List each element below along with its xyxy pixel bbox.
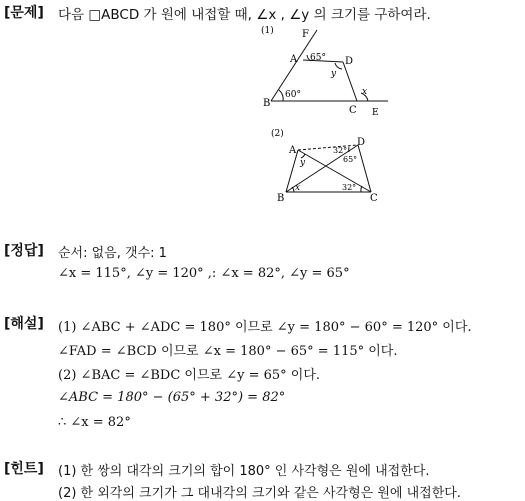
explanation-line-4: ∠ABC = 180° − (65° + 32°) = 82°: [58, 390, 285, 405]
diagonal-ac: [298, 150, 371, 192]
explanation-line-1: (1) ∠ABC + ∠ADC = 180° 이므로 ∠y = 180° − 60° = 120° 이다.: [58, 316, 472, 335]
figure-2: [265, 125, 385, 205]
segment-dc: [343, 62, 357, 101]
point-e: E: [372, 108, 379, 118]
angle-label-65: 65°: [310, 53, 326, 63]
point-a: A: [288, 145, 297, 156]
answer-count-line: 순서: 없음, 갯수: 1: [58, 242, 167, 261]
angle-label-60: 60°: [285, 90, 301, 100]
hint-label: [힌트]: [4, 458, 44, 478]
angle-arc-b: [292, 187, 294, 192]
segment-dc: [358, 145, 371, 192]
hint-line-2: (2) 한 외각의 크기가 그 대내각의 크기와 같은 사각형은 원에 내접한다.: [58, 482, 461, 501]
point-b: B: [263, 98, 270, 109]
point-c: C: [370, 193, 378, 204]
angle-label-32-bottom: 32°: [342, 183, 356, 192]
point-d: D: [345, 56, 353, 67]
angle-label-y: y: [330, 69, 337, 79]
angle-label-x: x: [295, 183, 300, 193]
problem-statement: 다음 □ABCD 가 원에 내접할 때, ∠x , ∠y 의 크기를 구하여라.: [58, 3, 431, 23]
figure-2-tag: (2): [271, 128, 284, 139]
problem-label: [문제]: [4, 2, 44, 22]
angle-label-65: 65°: [343, 155, 357, 164]
angle-arc-c: [361, 186, 362, 192]
explanation-label: [해설]: [4, 313, 44, 333]
angle-label-x: x: [362, 87, 367, 97]
point-f: F: [302, 29, 309, 40]
figure-1: [255, 22, 395, 120]
angle-label-y: y: [299, 158, 306, 168]
angle-arc-b: [279, 90, 283, 101]
answer-values-line: ∠x = 115°, ∠y = 120° ,: ∠x = 82°, ∠y = 65°: [58, 266, 350, 281]
figure-1-tag: (1): [261, 25, 274, 36]
hint-line-1: (1) 한 쌍의 대각의 크기의 합이 180° 인 사각형은 원에 내접한다.: [58, 460, 429, 479]
point-c: C: [349, 105, 357, 116]
point-b: B: [277, 193, 284, 204]
answer-label: [정답]: [4, 240, 44, 260]
explanation-line-5: ∴ ∠x = 82°: [58, 415, 131, 430]
point-a: A: [289, 54, 298, 65]
angle-label-32-top: 32°: [333, 146, 347, 155]
explanation-line-2: ∠FAD = ∠BCD 이므로 ∠x = 180° − 65° = 115° 이다.: [58, 340, 398, 359]
point-d: D: [357, 137, 365, 148]
explanation-line-3: (2) ∠BAC = ∠BDC 이므로 ∠y = 65° 이다.: [58, 364, 320, 383]
